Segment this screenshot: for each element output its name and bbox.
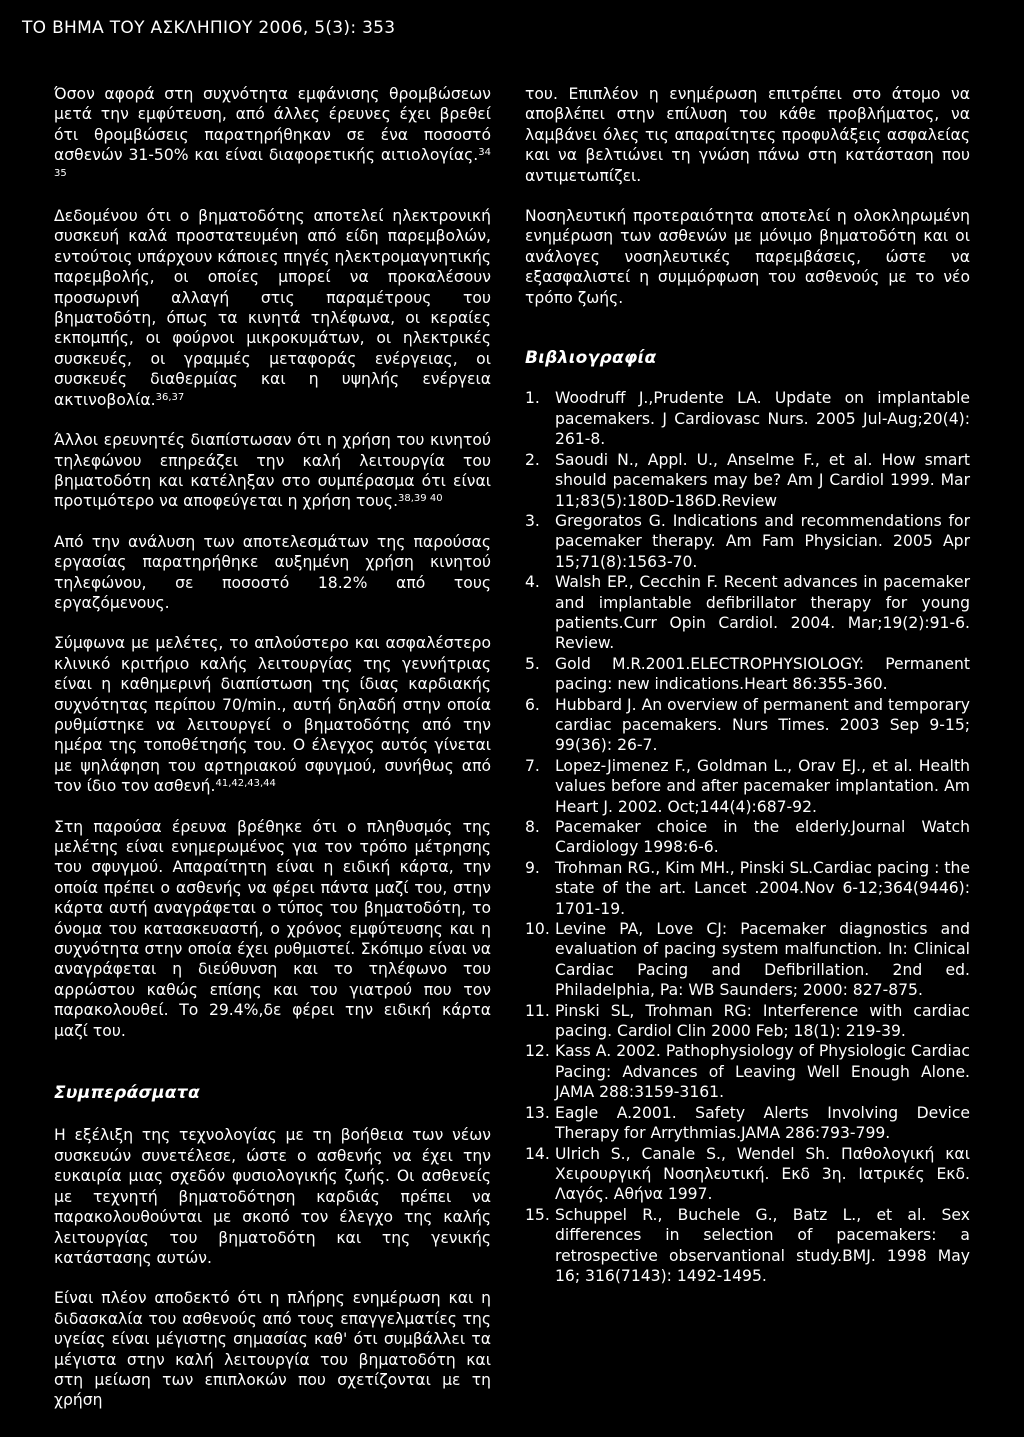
conclusions-heading: Συμπεράσματα	[54, 1083, 200, 1104]
reference-number: 5.	[525, 654, 540, 673]
body-paragraph	[54, 84, 491, 186]
reference-number: 7.	[525, 756, 540, 775]
reference-item	[525, 1041, 970, 1102]
reference-number: 9.	[525, 858, 540, 877]
reference-number: 11.	[525, 1001, 550, 1020]
body-paragraph: του. Επιπλέον η ενημέρωση επιτρέπει στο άτομο να αποβλέπει στην επίλυση του κάθε προβλήματος, να λαμβάνει όλες τις απαραίτητες προφυλάξεις ασφαλείας και να βελτιώνει τη γνώση πάνω στη κατάσταση που αντιμετωπίζει.	[525, 85, 970, 185]
body-paragraph	[54, 817, 491, 1041]
reference-text: Levine PA, Love CJ: Pacemaker diagnostics and evaluation of pacing system malfunction. In: Clinical Cardiac Pacing and Defibrillation. 2nd ed. Philadelphia, Pa: WB Saunders; 2000: 827-875.	[555, 920, 970, 1000]
reference-item	[525, 695, 970, 756]
reference-text: Pinski SL, Trohman RG: Interference with cardiac pacing. Cardiol Clin 2000 Feb; 18(1): 219-39.	[555, 1001, 970, 1041]
reference-text: Hubbard J. An overview of permanent and temporary cardiac pacemakers. Nurs Times. 2003 Sep 9-15; 99(36): 26-7.	[555, 695, 970, 755]
reference-item	[525, 388, 970, 449]
reference-item	[525, 756, 970, 817]
reference-text: Lopez-Jimenez F., Goldman L., Orav EJ., et al. Health values before and after pacemaker implantation. Am Heart J. 2002. Oct;144(4):687-92.	[555, 756, 970, 816]
reference-text: Pacemaker choice in the elderly.Journal Watch Cardiology 1998:6-6.	[555, 818, 970, 857]
body-paragraph	[54, 633, 491, 796]
reference-number: 3.	[525, 511, 540, 530]
reference-item	[525, 1001, 970, 1042]
reference-item	[525, 817, 970, 858]
reference-text: Eagle A.2001. Safety Alerts Involving Device Therapy for Arrythmias.JAMA 286:793-799.	[555, 1103, 970, 1143]
reference-text: Schuppel R., Buchele G., Batz L., et al. Sex differences in selection of pacemakers: a retrospective observantional study.BMJ. 1998 May 16; 316(7143): 1492-1495.	[555, 1205, 970, 1285]
reference-item	[525, 919, 970, 1001]
paragraph-text: Στη παρούσα έρευνα βρέθηκε ότι ο πληθυσμός της μελέτης είναι ενημερωμένος για τον τρόπο μέτρησης του σφυγμού. Απαραίτητη είναι η ειδική κάρτα, την οποία πρέπει ο ασθενής να φέρει πάντα μαζί του, στην κάρτα αυτή αναγράφεται ο τύπος του βηματοδότη, το όνομα του κατασκευαστή, ο χρόνος εμφύτευσης και η συχνότητα στην οποία έχει ρυθμιστεί. Σκόπιμο είναι να αναγράφεται η διεύθυνση και το τηλέφωνο του αρρώστου καθώς επίσης και του γιατρού που τον παρακολουθεί. Το 29.4%,δε φέρει την ειδική κάρτα μαζί του.	[54, 817, 491, 1040]
citation-superscript: 34 35	[54, 147, 491, 179]
body-paragraph	[54, 430, 491, 512]
citation-superscript: 41,42,43,44	[215, 778, 276, 790]
paragraph-text: Σύμφωνα με μελέτες, το απλούστερο και ασφαλέστερο κλινικό κριτήριο καλής λειτουργίας της γεννήτριας είναι η καθημερινή διαπίστωση της ίδιας καρδιακής συχνότητας περίπου 70/min., αυτή δηλαδή στην οποία ρυθμίστηκε να λειτουργεί ο βηματοδότης από την ημέρα της τοποθέτησής του. Ο έλεγχος αυτός γίνεται με ψηλάφηση του αρτηριακού σφυγμού, συνήθως από τον ίδιο τον ασθενή.	[54, 634, 491, 796]
body-paragraph	[54, 206, 491, 410]
reference-item	[525, 511, 970, 572]
reference-number: 8.	[525, 818, 540, 836]
paragraph-text: Όσον αφορά στη συχνότητα εμφάνισης θρομβώσεων μετά την εμφύτευση, από άλλες έρευνες έχει βρεθεί ότι θρομβώσεις παρατηρήθηκαν σε ένα ποσοστό ασθενών 31-50% και είναι διαφορετικής αιτιολογίας.	[54, 85, 491, 165]
reference-number: 10.	[525, 920, 550, 939]
citation-superscript: 38,39 40	[398, 493, 443, 505]
reference-text: Woodruff J.,Prudente LA. Update on implantable pacemakers. J Cardiovasc Nurs. 2005 Jul-Aug;20(4): 261-8.	[555, 389, 970, 449]
reference-number: 13.	[525, 1103, 550, 1122]
reference-number: 6.	[525, 695, 540, 714]
reference-text: Ulrich S., Canale S., Wendel Sh. Παθολογική και Χειρουργική Νοσηλευτική. Εκδ 3η. Ιατρικές Εκδ. Λαγός. Αθήνα 1997.	[555, 1144, 970, 1204]
left-column	[54, 84, 491, 1411]
reference-item	[525, 1144, 970, 1205]
reference-number: 1.	[525, 389, 540, 408]
body-paragraph: Νοσηλευτική προτεραιότητα αποτελεί η ολοκληρωμένη ενημέρωση των ασθενών με μόνιμο βηματοδότη και οι ανάλογες νοσηλευτικές παρεμβάσεις, ώστε να εξασφαλιστεί η συμμόρφωση του ασθενούς με το νέο τρόπο ζωής.	[525, 207, 970, 307]
bibliography-heading: Βιβλιογραφία	[525, 348, 657, 369]
reference-item	[525, 450, 970, 511]
reference-text: Gregoratos G. Indications and recommendations for pacemaker therapy. Am Fam Physician. 2005 Apr 15;71(8):1563-70.	[555, 511, 970, 571]
reference-item	[525, 1103, 970, 1144]
reference-number: 14.	[525, 1144, 550, 1163]
reference-number: 4.	[525, 573, 540, 592]
reference-text: Walsh EP., Cecchin F. Recent advances in pacemaker and implantable defibrillator therapy for young patients.Curr Opin Cardiol. 2004. Mar;19(2):91-6. Review.	[555, 573, 970, 653]
paragraph-text: Από την ανάλυση των αποτελεσμάτων της παρούσας εργασίας παρατηρήθηκε αυξημένη χρήση κινητού τηλεφώνου, σε ποσοστό 18.2% από τους εργαζόμενους.	[54, 532, 491, 612]
reference-item	[525, 572, 970, 654]
reference-item	[525, 1205, 970, 1287]
reference-text: Kass A. 2002. Pathophysiology of Physiologic Cardiac Pacing: Advances of Leaving Well Enough Alone. JAMA 288:3159-3161.	[555, 1042, 970, 1102]
journal-header: ΤΟ ΒΗΜΑ ΤΟΥ ΑΣΚΛΗΠΙΟΥ 2006, 5(3): 353	[22, 18, 396, 38]
reference-number: 12.	[525, 1042, 550, 1061]
citation-superscript: 36,37	[155, 391, 185, 403]
reference-item	[525, 858, 970, 919]
right-column	[525, 84, 970, 1286]
reference-item	[525, 654, 970, 695]
paragraph-text: Άλλοι ερευνητές διαπίστωσαν ότι η χρήση του κινητού τηλεφώνου επηρεάζει την καλή λειτουργία του βηματοδότη και κατέληξαν στο συμπέρασμα ότι είναι προτιμότερο να αποφεύγεται η χρήση τους.	[54, 431, 491, 511]
conclusion-paragraph: Είναι πλέον αποδεκτό ότι η πλήρης ενημέρωση και η διδασκαλία του ασθενούς από τους επαγγελματίες της υγείας είναι μέγιστης σημασίας καθ' ότι συμβάλλει τα μέγιστα στην καλή λειτουργία του βηματοδότη και στη μείωση των επιπλοκών που σχετίζονται με τη χρήση	[54, 1289, 491, 1410]
reference-text: Saoudi N., Appl. U., Anselme F., et al. How smart should pacemakers may be? Am J Cardiol 1999. Mar 11;83(5):180D-186D.Review	[555, 450, 970, 510]
reference-text: Trohman RG., Kim MH., Pinski SL.Cardiac pacing : the state of the art. Lancet .2004.Nov 6-12;364(9446): 1701-19.	[555, 858, 970, 918]
paragraph-text: Δεδομένου ότι ο βηματοδότης αποτελεί ηλεκτρονική συσκευή καλά προστατευμένη από είδη παρεμβολών, εντούτοις υπάρχουν κάποιες πηγές ηλεκτρομαγνητικής παρεμβολής, οι οποίες μπορεί να προκαλέσουν προσωρινή αλλαγή στις παραμέτρους του βηματοδότη, όπως τα κινητά τηλέφωνα, οι κεραίες εκπομπής, οι φούρνοι μικροκυμάτων, οι ηλεκτρικές συσκευές, οι γραμμές μεταφοράς ενέργειας, οι συσκευές διαθερμίας και η υψηλής ενέργεια ακτινοβολία.	[54, 207, 491, 409]
conclusion-paragraph: Η εξέλιξη της τεχνολογίας με τη βοήθεια των νέων συσκευών συνετέλεσε, ώστε ο ασθενής να έχει την ευκαιρία μιας σχεδόν φυσιολογικής ζωής. Οι ασθενείς με τεχνητή βηματοδότηση καρδιάς πρέπει να παρακολουθούνται με σκοπό τον έλεγχο της καλής λειτουργίας του βηματοδότη και της γενικής κατάστασης αυτών.	[54, 1126, 491, 1267]
reference-list	[525, 388, 970, 1286]
reference-number: 2.	[525, 450, 540, 469]
reference-number: 15.	[525, 1205, 550, 1224]
reference-text: Gold M.R.2001.ELECTROPHYSIOLOGY: Permanent pacing: new indications.Heart 86:355-360.	[555, 654, 970, 694]
body-paragraph	[54, 532, 491, 614]
